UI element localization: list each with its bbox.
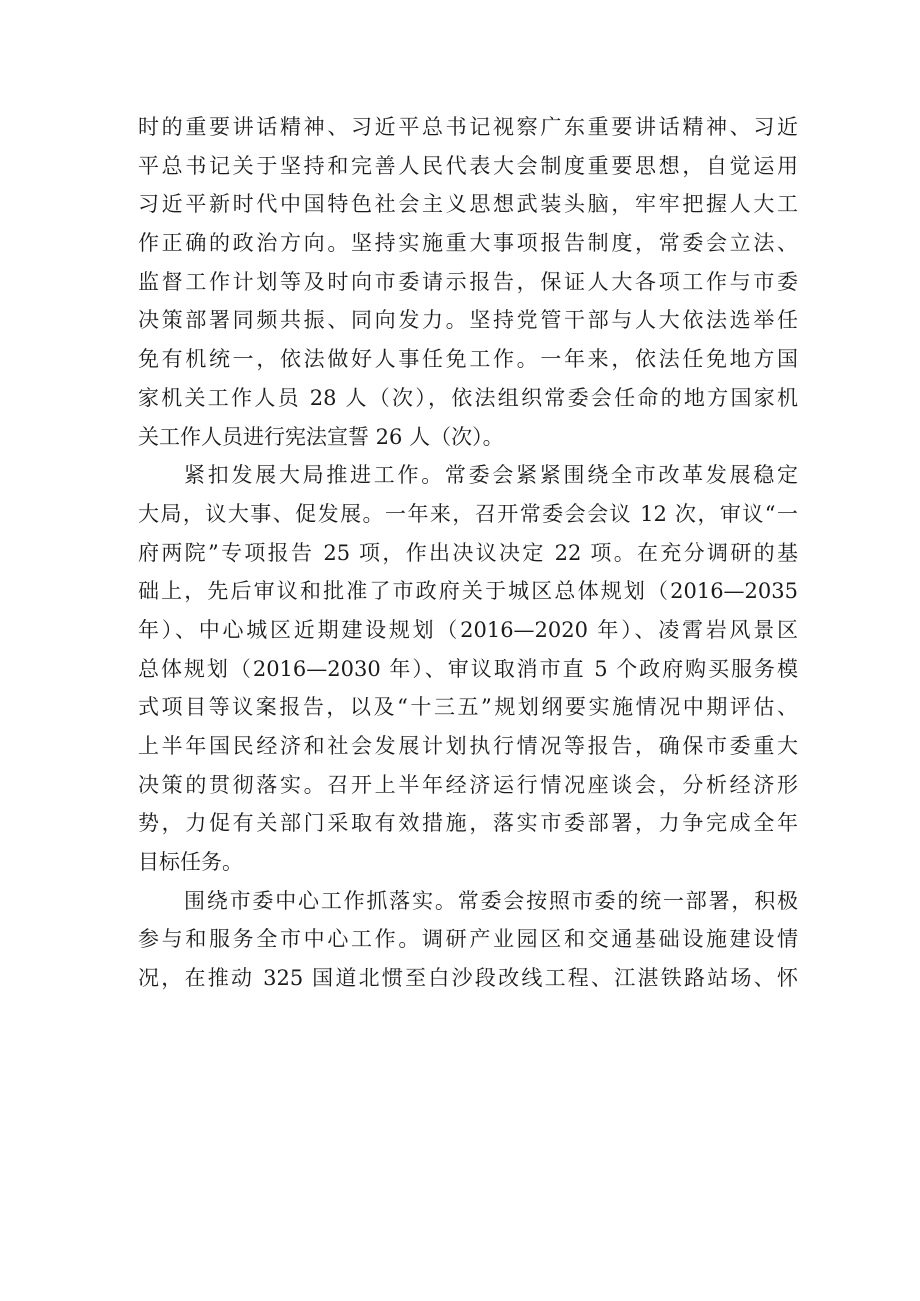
text-line: 年）、中心城区近期建设规划（2016—2020 年）、凌霄岩风景区 <box>138 617 798 642</box>
text-line: 围绕市委中心工作抓落实。常委会按照市委的统一部署，积极 <box>184 888 798 913</box>
text-line: 式项目等议案报告，以及“十三五”规划纲要实施情况中期评估、 <box>138 695 798 720</box>
text-line: 目标任务。 <box>138 850 243 875</box>
text-line: 紧扣发展大局推进工作。常委会紧紧围绕全市改革发展稳定 <box>184 463 798 488</box>
text-line: 况，在推动 325 国道北惯至白沙段改线工程、江湛铁路站场、怀 <box>138 966 798 991</box>
text-line: 府两院”专项报告 25 项，作出决议决定 22 项。在充分调研的基 <box>138 540 798 565</box>
text-line: 作正确的政治方向。坚持实施重大事项报告制度，常委会立法、 <box>138 231 798 256</box>
text-line: 大局，议大事、促发展。一年来，召开常委会会议 12 次，审议“一 <box>138 501 798 526</box>
text-line: 总体规划（2016—2030 年）、审议取消市直 5 个政府购买服务模 <box>138 656 798 681</box>
paragraph-1 <box>138 108 798 456</box>
text-line: 础上，先后审议和批准了市政府关于城区总体规划（2016—2035 <box>138 579 798 604</box>
text-line: 监督工作计划等及时向市委请示报告，保证人大各项工作与市委 <box>138 269 798 294</box>
text-line: 习近平新时代中国特色社会主义思想武装头脑，牢牢把握人大工 <box>138 192 798 217</box>
text-line: 家机关工作人员 28 人（次），依法组织常委会任命的地方国家机 <box>138 385 798 410</box>
text-line: 参与和服务全市中心工作。调研产业园区和交通基础设施建设情 <box>138 927 798 952</box>
text-line: 决策的贯彻落实。召开上半年经济运行情况座谈会，分析经济形 <box>138 772 798 797</box>
text-line: 免有机统一，依法做好人事任免工作。一年来，依法任免地方国 <box>138 347 798 372</box>
text-line: 决策部署同频共振、同向发力。坚持党管干部与人大依法选举任 <box>138 308 798 333</box>
paragraph-2 <box>138 456 798 882</box>
text-line: 势，力促有关部门采取有效措施，落实市委部署，力争完成全年 <box>138 811 798 836</box>
paragraph-3 <box>138 882 798 998</box>
text-line: 上半年国民经济和社会发展计划执行情况等报告，确保市委重大 <box>138 734 798 758</box>
text-line: 关工作人员进行宪法宣誓 26 人（次）。 <box>138 424 504 449</box>
body-text <box>138 108 798 998</box>
text-line: 时的重要讲话精神、习近平总书记视察广东重要讲话精神、习近 <box>138 115 798 139</box>
text-line: 平总书记关于坚持和完善人民代表大会制度重要思想，自觉运用 <box>138 153 798 178</box>
